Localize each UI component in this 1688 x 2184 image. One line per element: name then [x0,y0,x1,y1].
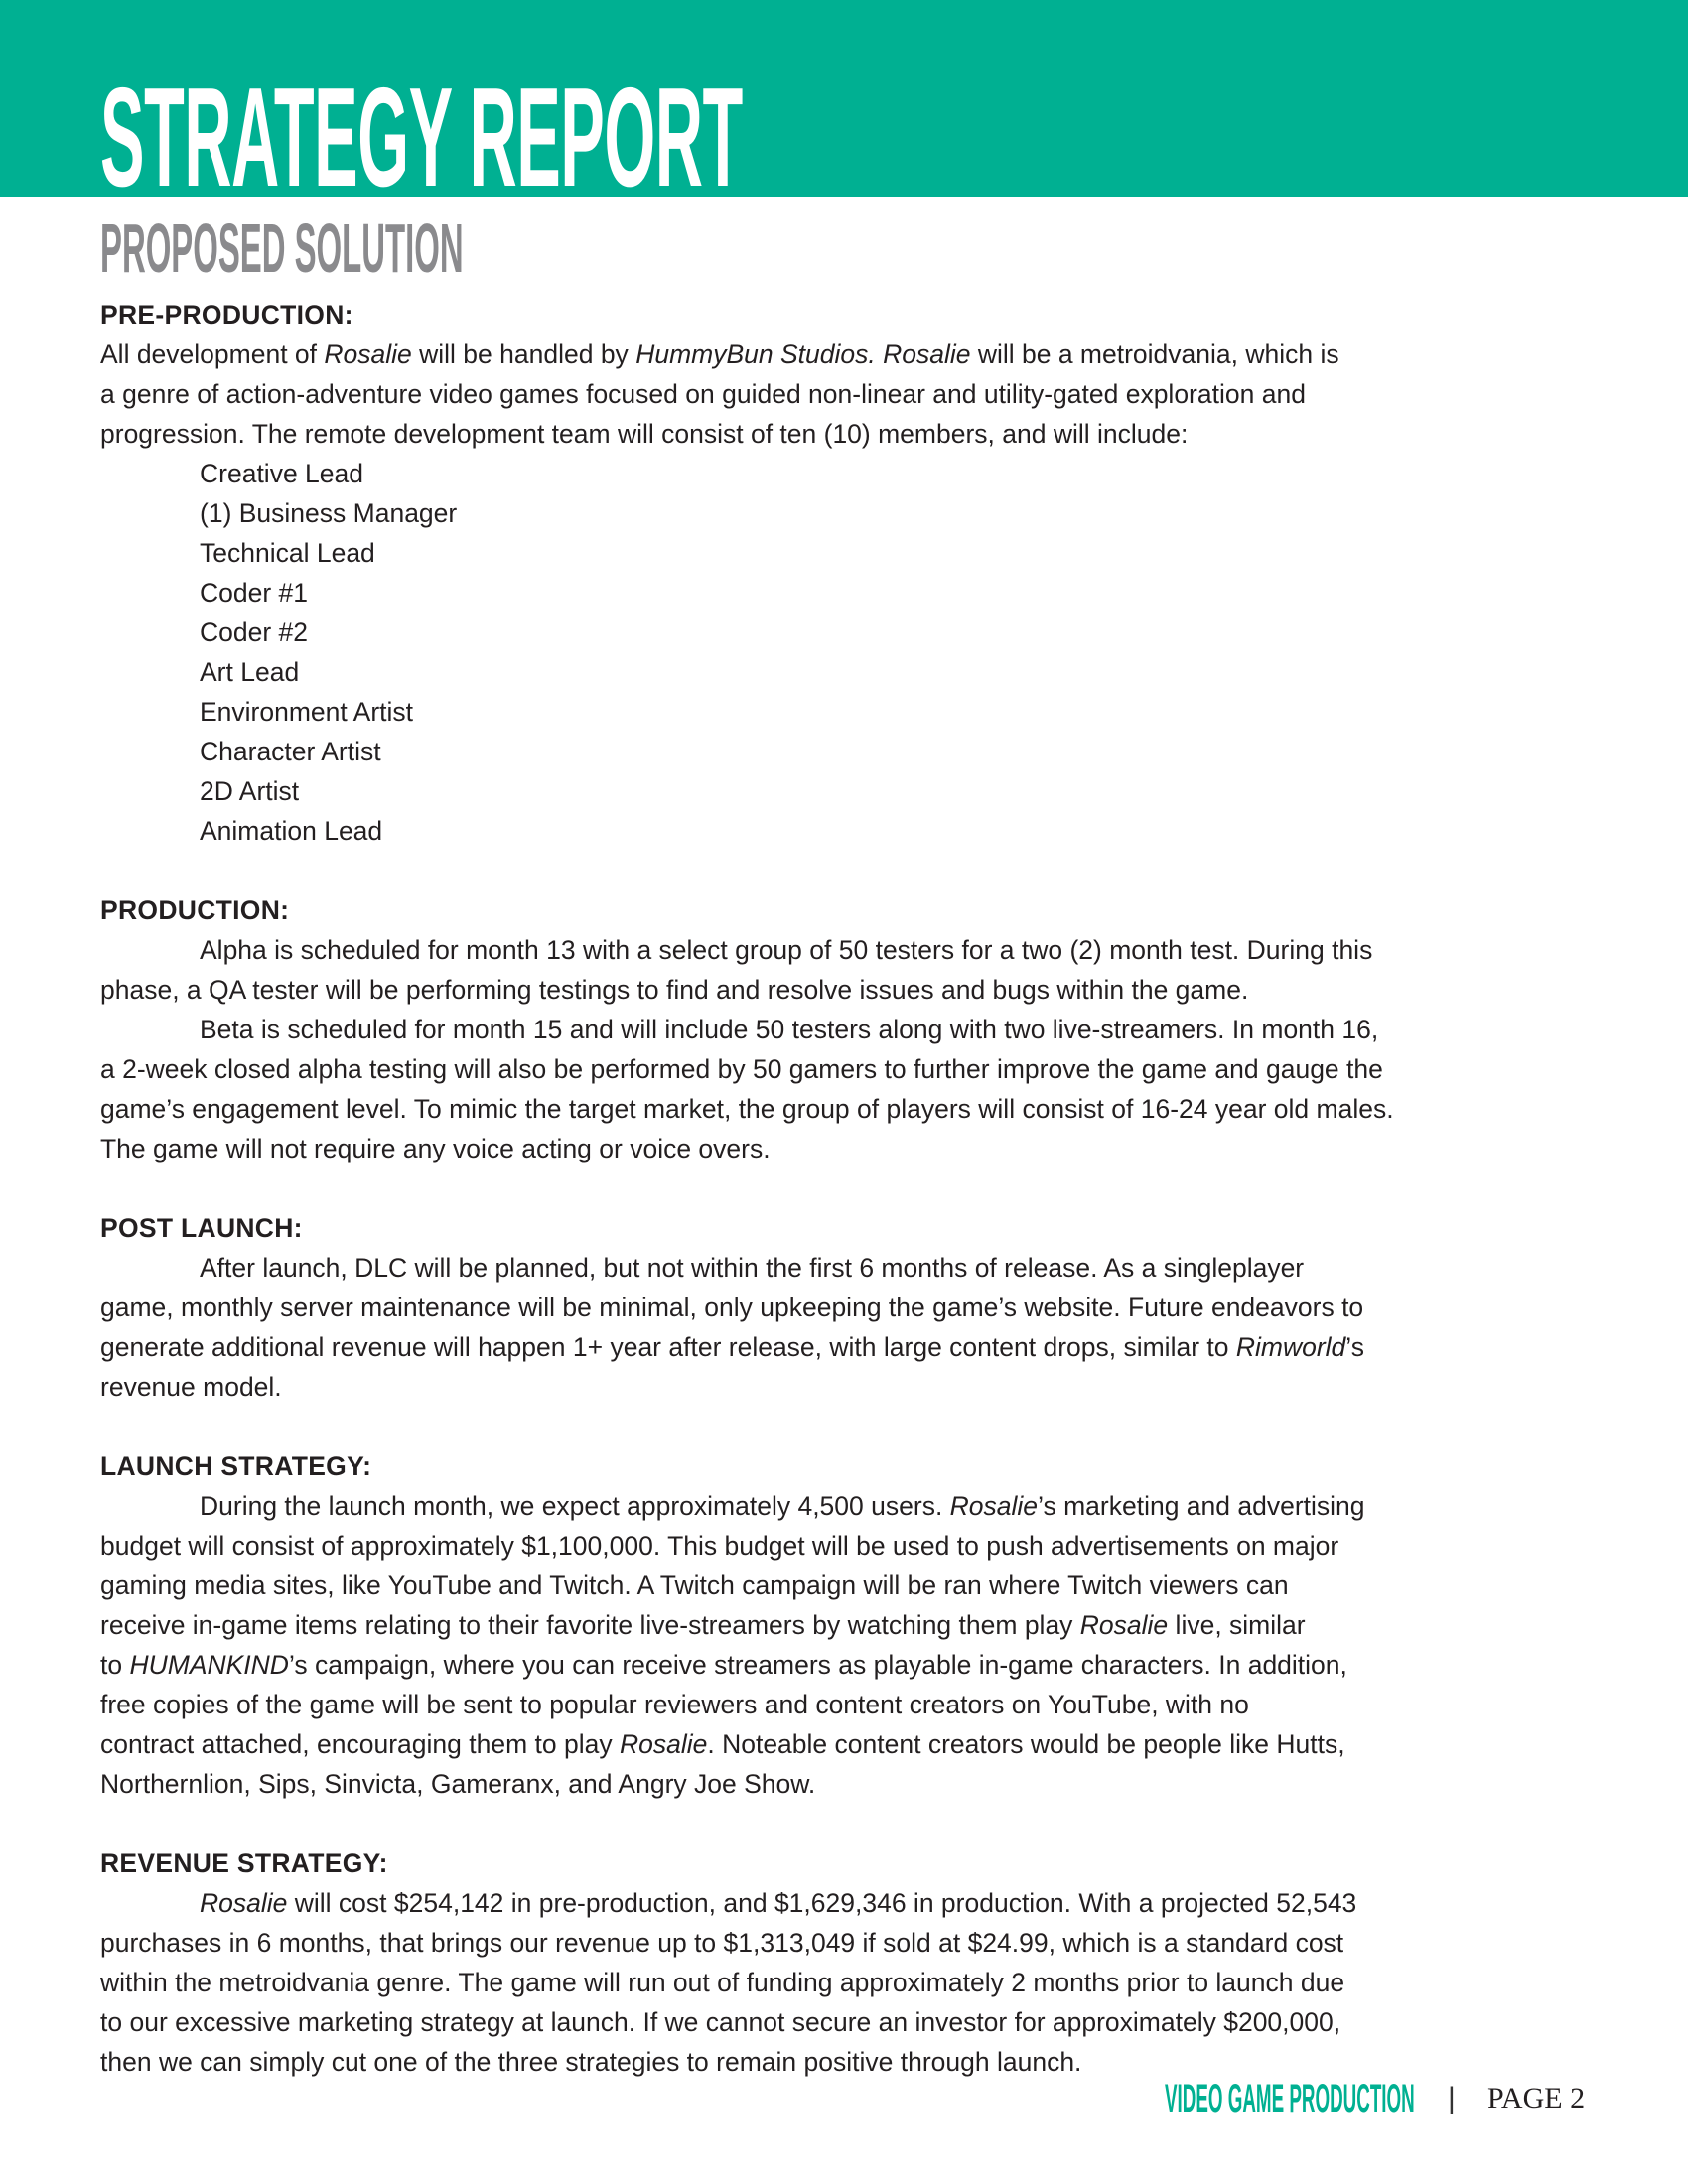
section-heading: LAUNCH STRATEGY: [100,1451,372,1481]
text-segment: then we can simply cut one of the three strategies to remain positive through launch. [100,2047,1082,2077]
paragraph-spacer [100,851,1610,890]
team-member-item: Technical Lead [200,538,375,568]
text-segment: will cost $254,142 in pre-production, and $1,629,346 in production. With a projected 52,543 [287,1888,1357,1918]
text-segment: to our excessive marketing strategy at launch. If we cannot secure an investor for approximately $200,000, [100,2007,1341,2037]
text-segment: game’s engagement level. To mimic the target market, the group of players will consist of 16-24 year old males. [100,1094,1394,1124]
text-segment: within the metroidvania genre. The game will run out of funding approximately 2 months prior to launch due [100,1968,1345,1997]
page-footer [0,2077,1688,2126]
text-line [100,1724,1610,1764]
text-segment: will be handled by [411,340,636,369]
text-segment: to [100,1650,130,1680]
text-segment: a genre of action-adventure video games focused on guided non-linear and utility-gated exploration and [100,379,1306,409]
team-member-item: Character Artist [200,737,381,766]
text-line [100,1764,1610,1804]
text-line [100,1367,1610,1407]
text-line [100,930,1610,970]
italic-text: Rosalie [619,1729,708,1759]
text-line [100,1963,1610,2002]
footer-brand: VIDEO GAME PRODUCTION [1165,2077,1415,2120]
team-member-item: Coder #2 [200,617,309,647]
text-line [100,1049,1610,1089]
text-segment: . Noteable content creators would be people like Hutts, [707,1729,1345,1759]
team-member-item: 2D Artist [200,776,300,806]
page-title: STRATEGY REPORT [100,59,743,197]
section-pre-production [100,295,1610,851]
text-line [100,1248,1610,1288]
document-body [100,295,1610,2082]
paragraph-spacer [100,1168,1610,1208]
italic-text: HUMANKIND [129,1650,289,1680]
paragraph-spacer [100,1804,1610,1843]
text-line [100,1883,1610,1923]
text-segment: will be a metroidvania, which is [970,340,1339,369]
section-heading: REVENUE STRATEGY: [100,1848,388,1878]
text-segment: generate additional revenue will happen 1+ year after release, with large content drops, similar to [100,1332,1236,1362]
text-line [100,1605,1610,1645]
text-segment: All development of [100,340,325,369]
section-revenue-strategy [100,1843,1610,2082]
text-segment: Alpha is scheduled for month 13 with a select group of 50 testers for a two (2) month test. During this [200,935,1373,965]
text-line [100,374,1610,414]
text-segment: phase, a QA tester will be performing testings to find and resolve issues and bugs within the game. [100,975,1249,1005]
italic-text: Rimworld [1235,1332,1346,1362]
text-segment: ’s campaign, where you can receive streamers as playable in-game characters. In addition, [288,1650,1347,1680]
text-line [100,1685,1610,1724]
text-segment: ’s marketing and advertising [1038,1491,1365,1521]
text-line [100,2042,1610,2082]
text-segment: purchases in 6 months, that brings our revenue up to $1,313,049 if sold at $24.99, which is a standard cost [100,1928,1344,1958]
text-segment: game, monthly server maintenance will be minimal, only upkeeping the game’s website. Future endeavors to [100,1293,1364,1322]
italic-text: Rosalie [324,340,412,369]
italic-text: Rosalie [1079,1610,1169,1640]
italic-text: Rosalie [949,1491,1039,1521]
section-heading: PRODUCTION: [100,895,290,925]
page-number: PAGE 2 [1487,2082,1586,2115]
team-member-item: Coder #1 [200,578,309,608]
text-line [100,1129,1610,1168]
text-segment: Northernlion, Sips, Sinvicta, Gameranx, and Angry Joe Show. [100,1769,816,1799]
text-segment: receive in-game items relating to their favorite live-streamers by watching them play [100,1610,1080,1640]
text-segment: free copies of the game will be sent to popular reviewers and content creators on YouTube, with no [100,1690,1249,1719]
team-member-item: Animation Lead [200,816,383,846]
text-line [100,1010,1610,1049]
team-member-item: Creative Lead [200,459,363,488]
text-segment: ’s [1345,1332,1364,1362]
text-segment: After launch, DLC will be planned, but not within the first 6 months of release. As a singleplayer [200,1253,1305,1283]
text-segment: gaming media sites, like YouTube and Twitch. A Twitch campaign will be ran where Twitch viewers can [100,1570,1289,1600]
text-segment: a 2-week closed alpha testing will also be performed by 50 gamers to further improve the game and gauge the [100,1054,1383,1084]
text-segment: contract attached, encouraging them to play [100,1729,620,1759]
text-line [100,1645,1610,1685]
text-segment: live, similar [1168,1610,1306,1640]
team-member-item: (1) Business Manager [200,498,458,528]
text-line [100,414,1610,454]
text-segment: The game will not require any voice acting or voice overs. [100,1134,771,1163]
section-heading: PRE-PRODUCTION: [100,300,353,330]
text-line [100,1089,1610,1129]
text-line [100,335,1610,374]
team-member-item: Art Lead [200,657,300,687]
section-heading: POST LAUNCH: [100,1213,303,1243]
italic-text: Rosalie [200,1888,288,1918]
text-segment: Beta is scheduled for month 15 and will include 50 testers along with two live-streamers. In month 16, [200,1015,1379,1044]
section-post-launch [100,1208,1610,1407]
text-segment: budget will consist of approximately $1,100,000. This budget will be used to push advertisements on major [100,1531,1339,1561]
italic-text: HummyBun Studios. Rosalie [635,340,971,369]
text-segment: progression. The remote development team will consist of ten (10) members, and will include: [100,419,1189,449]
text-segment: revenue model. [100,1372,282,1402]
text-line [100,1486,1610,1526]
text-line [100,1526,1610,1566]
text-line [100,970,1610,1010]
section-production [100,890,1610,1168]
text-segment: During the launch month, we expect approximately 4,500 users. [200,1491,950,1521]
text-line [100,2002,1610,2042]
text-line [100,1566,1610,1605]
text-line [100,1327,1610,1367]
paragraph-spacer [100,1407,1610,1446]
section-launch-strategy [100,1446,1610,1804]
text-line [100,1923,1610,1963]
footer-separator: | [1448,2082,1456,2115]
team-member-item: Environment Artist [200,697,414,727]
section-subtitle: PROPOSED SOLUTION [100,209,464,287]
text-line [100,1288,1610,1327]
header-band [0,0,1688,197]
